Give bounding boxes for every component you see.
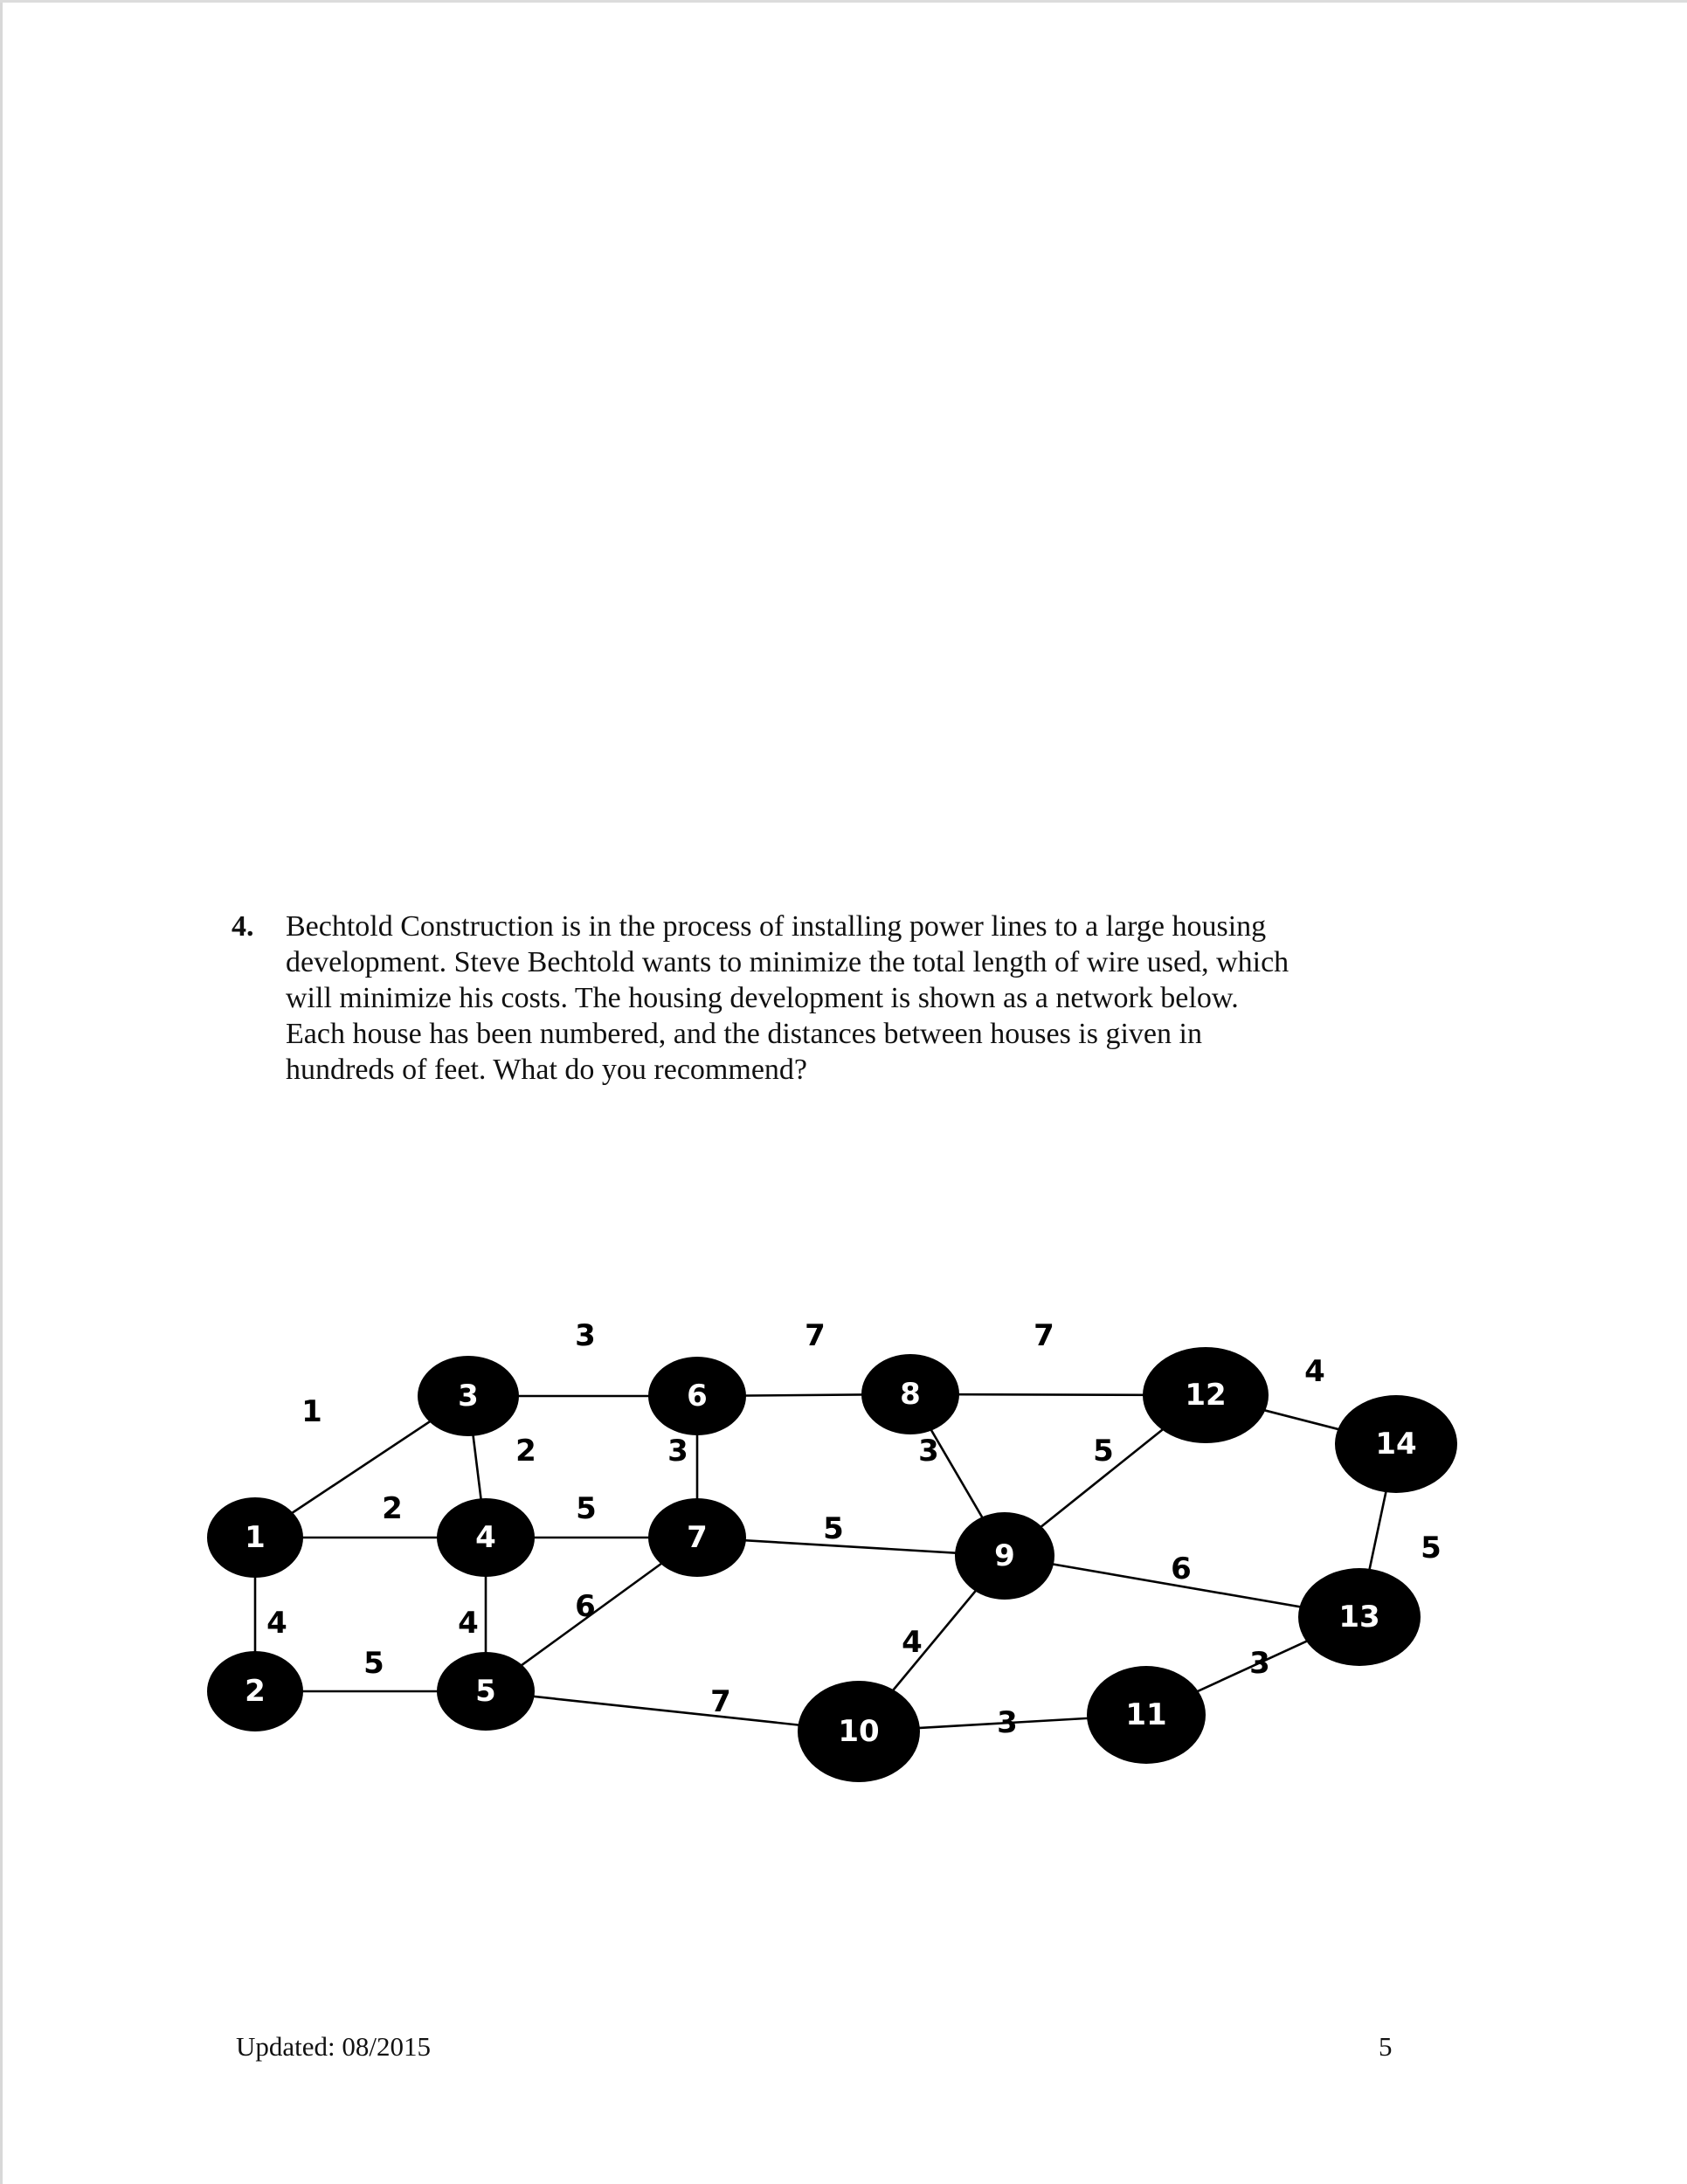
edge-weight-9-10: 4 [902, 1625, 923, 1660]
node-label-3: 3 [458, 1379, 479, 1413]
node-label-1: 1 [245, 1520, 266, 1555]
node-label-6: 6 [687, 1379, 708, 1413]
edge-weight-9-12: 5 [1093, 1434, 1114, 1469]
edge-weight-3-6: 3 [575, 1318, 596, 1353]
edge-weight-6-7: 3 [667, 1434, 688, 1469]
problem-line: development. Steve Bechtold wants to minimize the total length of wire used, which [286, 946, 1289, 978]
edge-weight-8-9: 3 [918, 1434, 939, 1469]
node-label-9: 9 [994, 1538, 1015, 1573]
problem-line: Bechtold Construction is in the process of installing power lines to a large housing [286, 910, 1267, 943]
edge-weight-9-13: 6 [1171, 1552, 1192, 1586]
edge-weight-2-5: 5 [363, 1646, 384, 1681]
updated-date: Updated: 08/2015 [236, 2031, 431, 2062]
node-label-13: 13 [1338, 1600, 1380, 1635]
network-edges [255, 1394, 1396, 1731]
problem-line: Each house has been numbered, and the distances between houses is given in [286, 1018, 1202, 1050]
edge-weight-5-7: 6 [575, 1589, 596, 1624]
edge-weight-14-13: 5 [1421, 1531, 1442, 1565]
node-label-14: 14 [1375, 1427, 1417, 1462]
edge-weight-4-7: 5 [576, 1491, 597, 1526]
edge-weight-7-9: 5 [823, 1511, 844, 1546]
node-label-12: 12 [1185, 1378, 1227, 1413]
edge-weight-1-4: 2 [382, 1491, 403, 1526]
node-label-7: 7 [687, 1520, 708, 1555]
edge-weight-10-11: 3 [997, 1705, 1018, 1740]
node-label-2: 2 [245, 1674, 266, 1709]
node-label-4: 4 [475, 1520, 496, 1555]
node-label-11: 11 [1125, 1697, 1167, 1732]
problem-number: 4. [232, 910, 254, 943]
edge-weight-11-13: 3 [1249, 1646, 1270, 1681]
problem-line: will minimize his costs. The housing development is shown as a network below. [286, 982, 1239, 1014]
edge-weight-1-3: 1 [301, 1394, 322, 1429]
edge-weight-8-12: 7 [1034, 1318, 1054, 1353]
node-label-10: 10 [838, 1714, 880, 1749]
edge-weight-3-4: 2 [515, 1434, 536, 1469]
page-number: 5 [1379, 2031, 1393, 2062]
edge-weight-12-14: 4 [1304, 1354, 1325, 1389]
edge-weight-4-5: 4 [458, 1606, 479, 1641]
node-label-5: 5 [475, 1674, 496, 1709]
edge-weight-6-8: 7 [805, 1318, 826, 1353]
node-label-8: 8 [900, 1377, 921, 1412]
problem-line: hundreds of feet. What do you recommend? [286, 1054, 808, 1086]
edge-weight-5-10: 7 [710, 1684, 731, 1719]
edge-weight-1-2: 4 [266, 1606, 287, 1641]
